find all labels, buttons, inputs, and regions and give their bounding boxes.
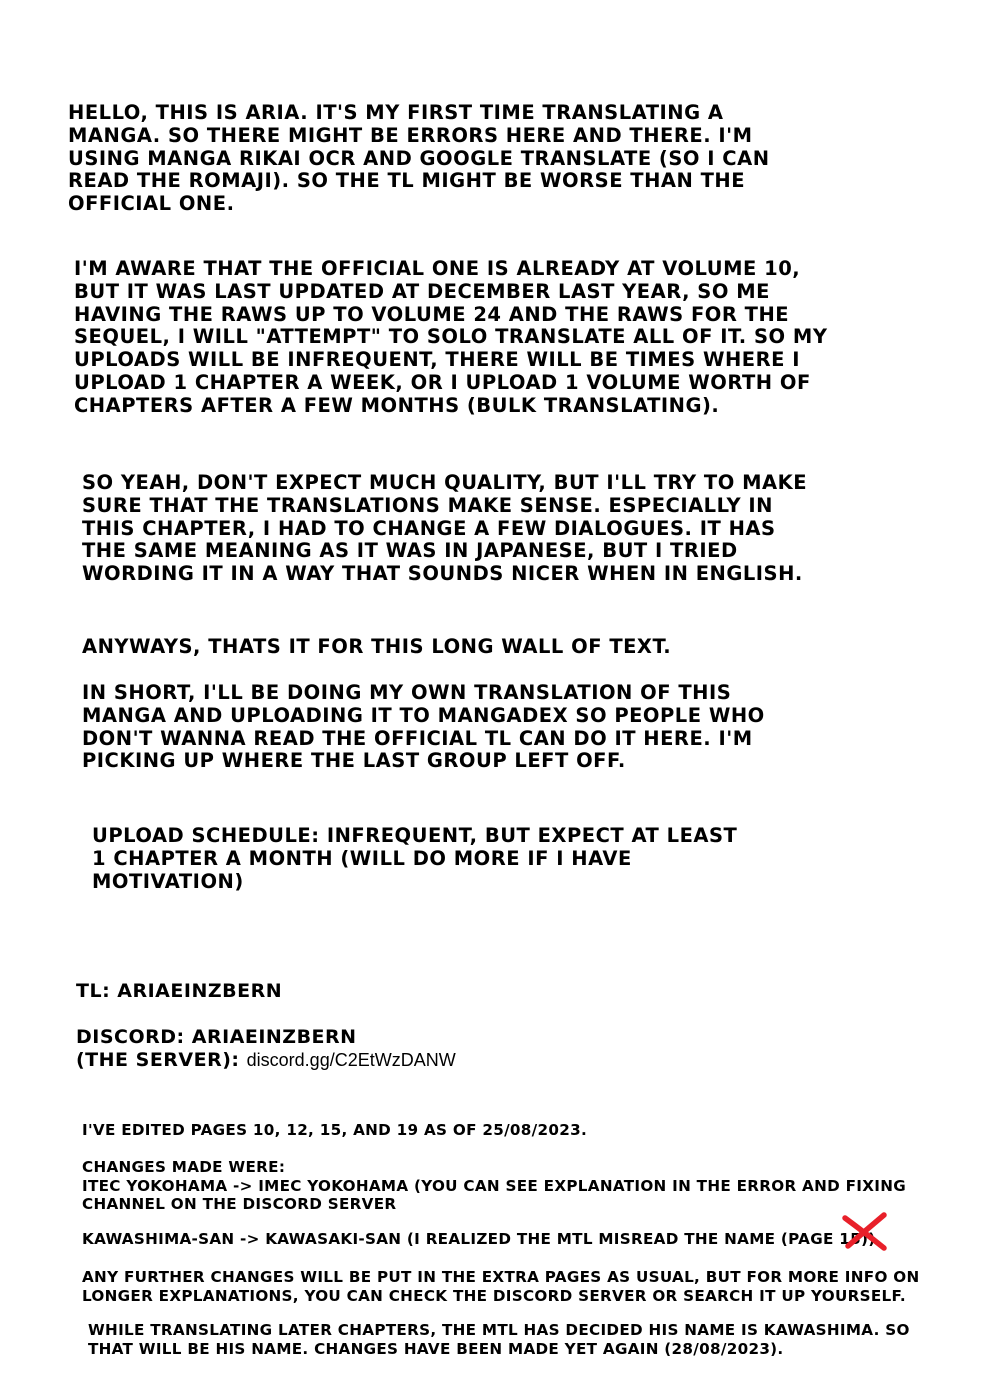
server-label: (THE SERVER): — [76, 1049, 247, 1071]
kawashima-note: KAWASHIMA-SAN -> KAWASAKI-SAN (I REALIZED THE MTL MISREAD THE NAME (PAGE 15)) — [82, 1230, 876, 1248]
discord-credit: DISCORD: ARIAEINZBERN — [76, 1026, 357, 1048]
intro-paragraph: HELLO, THIS IS ARIA. IT'S MY FIRST TIME TRANSLATING A MANGA. SO THERE MIGHT BE ERRORS HERE AND THERE. I'M USING MANGA RIKAI OCR AND GOOGLE TRANSLATE (SO I CAN READ THE ROMAJI). SO THE TL MIGHT BE WORSE THAN THE OFFICIAL ONE. — [68, 101, 770, 216]
server-line — [76, 1049, 876, 1072]
short-paragraph: IN SHORT, I'LL BE DOING MY OWN TRANSLATION OF THIS MANGA AND UPLOADING IT TO MANGADEX SO PEOPLE WHO DON'T WANNA READ THE OFFICIAL TL CAN DO IT HERE. I'M PICKING UP WHERE THE LAST GROUP LEFT OFF. — [82, 681, 765, 773]
aware-paragraph: I'M AWARE THAT THE OFFICIAL ONE IS ALREADY AT VOLUME 10, BUT IT WAS LAST UPDATED AT DECEMBER LAST YEAR, SO ME HAVING THE RAWS UP TO VOLUME 24 AND THE RAWS FOR THE SEQUEL, I WILL "ATTEMPT" TO SOLO TRANSLATE ALL OF IT. SO MY UPLOADS WILL BE INFREQUENT, THERE WILL BE TIMES WHERE I UPLOAD 1 CHAPTER A WEEK, OR I UPLOAD 1 VOLUME WORTH OF CHAPTERS AFTER A FEW MONTHS (BULK TRANSLATING). — [74, 257, 828, 417]
quality-paragraph: SO YEAH, DON'T EXPECT MUCH QUALITY, BUT I'LL TRY TO MAKE SURE THAT THE TRANSLATIONS MAKE SENSE. ESPECIALLY IN THIS CHAPTER, I HAD TO CHANGE A FEW DIALOGUES. IT HAS THE SAME MEANING AS IT WAS IN JAPANESE, BUT I TRIED WORDING IT IN A WAY THAT SOUNDS NICER WHEN IN ENGLISH. — [82, 471, 808, 586]
later-note: WHILE TRANSLATING LATER CHAPTERS, THE MTL HAS DECIDED HIS NAME IS KAWASHIMA. SO THAT WILL BE HIS NAME. CHANGES HAVE BEEN MADE YET AGAIN (28/08/2023). — [88, 1321, 910, 1358]
anyways-line: ANYWAYS, THATS IT FOR THIS LONG WALL OF TEXT. — [82, 635, 672, 658]
further-note: ANY FURTHER CHANGES WILL BE PUT IN THE EXTRA PAGES AS USUAL, BUT FOR MORE INFO ON LONGER EXPLANATIONS, YOU CAN CHECK THE DISCORD SERVER OR SEARCH IT UP YOURSELF. — [82, 1268, 920, 1305]
discord-invite-link[interactable]: discord.gg/C2EtWzDANW — [246, 1050, 456, 1070]
edited-note: I'VE EDITED PAGES 10, 12, 15, AND 19 AS OF 25/08/2023. — [82, 1121, 588, 1139]
red-x-mark-icon — [840, 1212, 890, 1252]
tl-credit: TL: ARIAEINZBERN — [76, 980, 283, 1002]
schedule-paragraph: UPLOAD SCHEDULE: INFREQUENT, BUT EXPECT AT LEAST 1 CHAPTER A MONTH (WILL DO MORE IF I HAVE MOTIVATION) — [92, 824, 738, 893]
changes-note: CHANGES MADE WERE: ITEC YOKOHAMA -> IMEC YOKOHAMA (YOU CAN SEE EXPLANATION IN THE ERROR AND FIXING CHANNEL ON THE DISCORD SERVER — [82, 1158, 906, 1213]
